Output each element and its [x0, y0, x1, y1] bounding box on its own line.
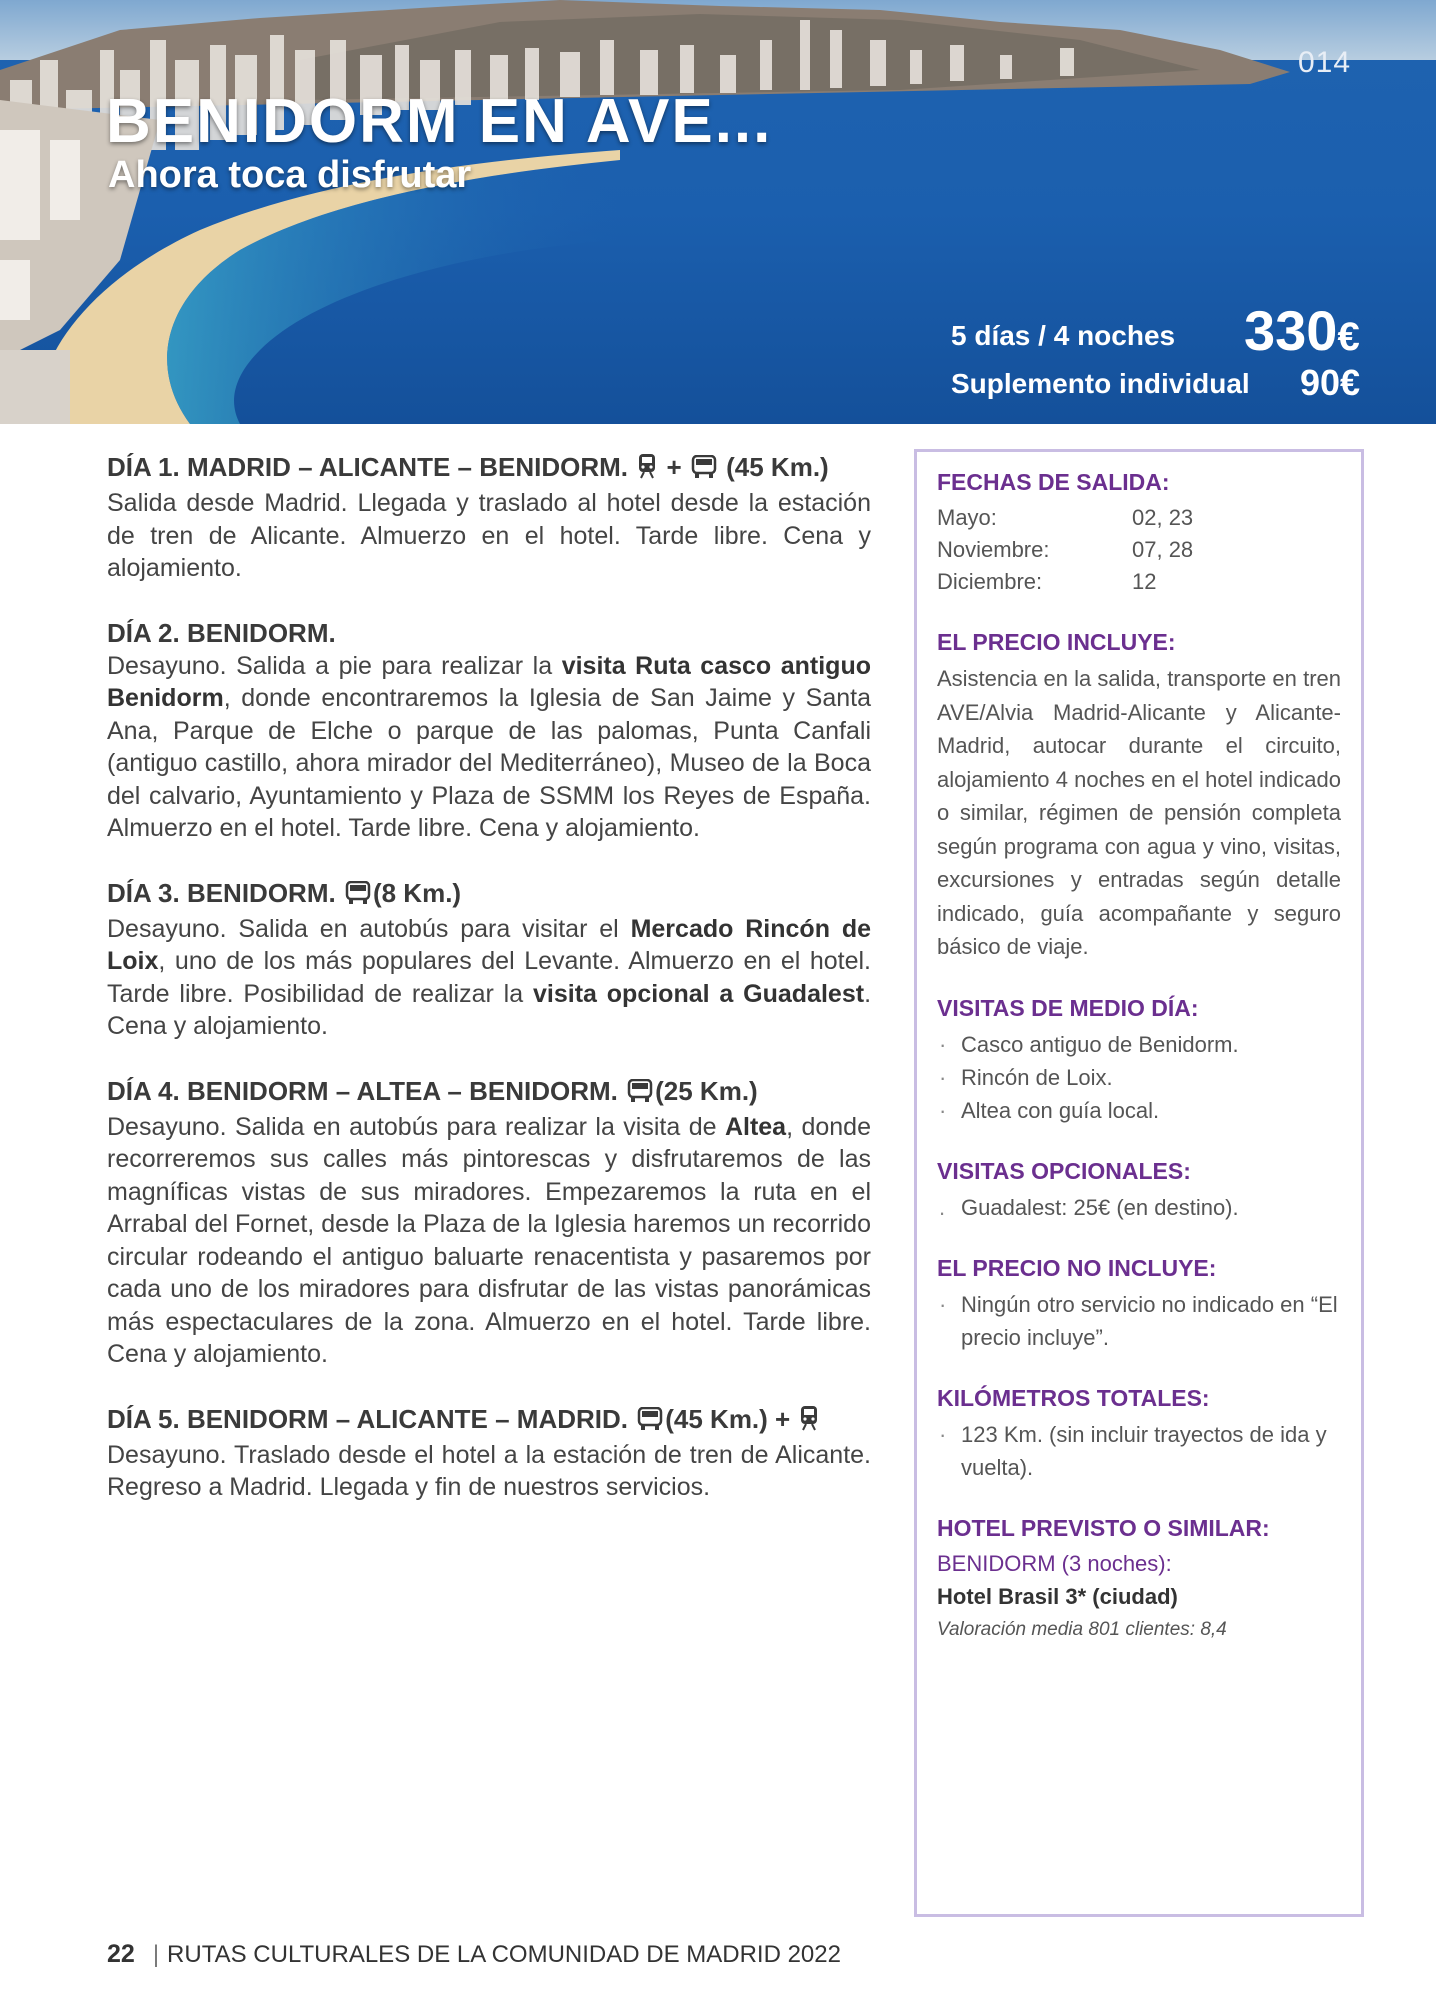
itinerary: [107, 450, 871, 1535]
price-currency: €: [1337, 315, 1360, 359]
day-title-text: DÍA 3. BENIDORM.: [107, 877, 336, 908]
day-3: [107, 876, 871, 1043]
list-item: · 123 Km. (sin incluir trayectos de ida y vuelta).: [937, 1418, 1341, 1484]
plus-sign: +: [666, 452, 682, 482]
trip-info-box: [914, 449, 1364, 1917]
text-segment: , uno de los más populares del Levante. Almuerzo en el hotel. Tarde libre. Posibilidad de realizar la: [107, 947, 871, 1008]
text-segment: , donde encontraremos la Iglesia de San Jaime y Santa Ana, Parque de Elche o parque de las palomas, Punta Canfali (antiguo castillo, ahora mirador del Mediterráneo), Museo de la Boca del calvario, Ayuntamiento y Plaza de SSMM los Reyes de España. Almuerzo en el hotel. Tarde libre. Cena y alojamiento.: [107, 684, 871, 842]
page-subtitle: Ahora toca disfrutar: [108, 154, 472, 196]
month-label: Mayo:: [937, 505, 997, 530]
month-days: 02, 23: [1132, 505, 1194, 530]
day-distance: (8 Km.): [372, 877, 462, 908]
supplement-label: Suplemento individual: [951, 368, 1250, 399]
km-list: [937, 1418, 1341, 1484]
benidorm-coast-photo: [0, 0, 1436, 424]
date-row: [937, 534, 1341, 566]
not-included-list: [937, 1288, 1341, 1354]
section-title: VISITAS OPCIONALES:: [937, 1157, 1191, 1184]
highlight-visit: Mercado Rincón de Loix: [107, 914, 871, 975]
section-title: EL PRECIO INCLUYE:: [937, 629, 1176, 655]
text-segment: . Cena y alojamiento.: [107, 979, 872, 1040]
day-description: [107, 650, 871, 845]
day-title: [107, 876, 871, 913]
visit-list: [937, 1028, 1341, 1127]
bus-icon: [345, 879, 371, 913]
price-amount: 330: [1244, 299, 1338, 362]
text-segment: Desayuno. Salida en autobús para visitar el: [107, 914, 631, 943]
highlight-visit: visita Ruta casco antiguo Benidorm: [107, 651, 871, 712]
day-description: Salida desde Madrid. Llegada y traslado al hotel desde la estación de tren de Alicante. Almuerzo en el hotel. Tarde libre. Cena y alojamiento.: [107, 489, 871, 582]
price-not-included-section: [937, 1252, 1341, 1354]
day-distance: (45 Km.): [726, 452, 829, 482]
date-row: [937, 502, 1341, 534]
day-title-text: DÍA 1. MADRID – ALICANTE – BENIDORM.: [107, 452, 628, 482]
day-4: [107, 1074, 871, 1371]
day-description: Desayuno. Traslado desde el hotel a la estación de tren de Alicante. Regreso a Madrid. Llegada y fin de nuestros servicios.: [107, 1440, 871, 1501]
day-2: [107, 616, 871, 845]
total-km-section: [937, 1382, 1341, 1484]
price-includes-section: [937, 626, 1341, 964]
hotel-city: BENIDORM (3 noches):: [937, 1550, 1172, 1576]
list-item: · Rincón de Loix.: [937, 1061, 1341, 1094]
trip-duration: 5 días / 4 noches: [951, 320, 1176, 351]
day-title: [107, 1402, 871, 1439]
half-day-visits-section: [937, 992, 1341, 1127]
day-title: [107, 1074, 871, 1111]
text-segment: Desayuno. Salida en autobús para realizar la visita de: [107, 1112, 725, 1141]
text-segment: , donde recorreremos sus calles más pintorescas y disfrutaremos de las magníficas vistas de sus miradores. Empezaremos la ruta en el Arrabal del Fornet, desde la Plaza de la Iglesia haremos un recorrido circular rodeando el antiguo baluarte renacentista y pasaremos por cada uno de los miradores para disfrutar de las vistas panorámicas más espectaculares de la zona. Almuerzo en el hotel. Tarde libre. Cena y alojamiento.: [107, 1112, 871, 1368]
list-item: · Casco antiguo de Benidorm.: [937, 1028, 1341, 1061]
day-title: DÍA 2. BENIDORM.: [107, 617, 336, 648]
day-distance: (25 Km.): [655, 1075, 758, 1106]
section-title: EL PRECIO NO INCLUYE:: [937, 1254, 1217, 1281]
bus-icon: [691, 453, 717, 487]
footer-text: RUTAS CULTURALES DE LA COMUNIDAD DE MADRID 2022: [167, 1941, 841, 1968]
day-distance: (45 Km.): [665, 1403, 768, 1434]
month-days: 12: [1132, 569, 1157, 594]
hotel-rating: Valoración media 801 clientes: 8,4: [937, 1618, 1227, 1640]
includes-text: Asistencia en la salida, transporte en tren AVE/Alvia Madrid-Alicante y Alicante-Madrid, autocar durante el circuito, alojamiento 4 noches en el hotel indicado o similar, régimen de pensión completa según programa con agua y vino, visitas, excursiones y entradas según detalle indicado, guía acompañante y seguro básico de viaje.: [937, 666, 1341, 959]
day-title-text: DÍA 4. BENIDORM – ALTEA – BENIDORM.: [107, 1075, 618, 1106]
optional-list: [937, 1191, 1341, 1224]
bus-icon: [637, 1405, 663, 1439]
train-icon: [637, 453, 657, 487]
section-title: HOTEL PREVISTO O SIMILAR:: [937, 1514, 1270, 1541]
date-row: [937, 566, 1341, 598]
optional-visits-section: [937, 1155, 1341, 1224]
page-footer: [107, 1940, 841, 1969]
list-item: · Altea con guía local.: [937, 1094, 1341, 1127]
section-title: FECHAS DE SALIDA:: [937, 469, 1170, 495]
day-5: [107, 1402, 871, 1504]
departure-dates-section: [937, 466, 1341, 598]
hero-banner: [0, 0, 1436, 424]
page-title: BENIDORM EN AVE...: [106, 87, 773, 156]
section-title: VISITAS DE MEDIO DÍA:: [937, 994, 1199, 1021]
bus-icon: [627, 1077, 653, 1111]
trip-price: [1244, 298, 1360, 363]
day-1: [107, 450, 871, 585]
month-days: 07, 28: [1132, 537, 1194, 562]
highlight-visit: Altea: [724, 1112, 787, 1141]
hotel-section: [937, 1512, 1341, 1646]
highlight-optional: visita opcional a Guadalest: [533, 979, 865, 1008]
month-label: Diciembre:: [937, 569, 1043, 594]
day-description: [107, 913, 871, 1043]
train-icon: [799, 1405, 819, 1439]
hotel-name: Hotel Brasil 3* (ciudad): [937, 1583, 1178, 1609]
list-item: . Guadalest: 25€ (en destino).: [937, 1191, 1341, 1224]
supplement-price: 90€: [1300, 362, 1361, 403]
day-title-text: DÍA 5. BENIDORM – ALICANTE – MADRID.: [107, 1403, 628, 1434]
footer-separator: |: [152, 1941, 160, 1968]
month-label: Noviembre:: [937, 537, 1050, 562]
page-number: 22: [107, 1940, 135, 1968]
page-code: 014: [1298, 46, 1352, 79]
day-description: [107, 1111, 871, 1371]
list-item: · Ningún otro servicio no indicado en “El precio incluye”.: [937, 1288, 1341, 1354]
text-segment: Desayuno. Salida a pie para realizar la: [107, 651, 562, 680]
section-title: KILÓMETROS TOTALES:: [937, 1384, 1210, 1411]
plus-sign: +: [775, 1403, 791, 1434]
day-title: [107, 450, 871, 487]
